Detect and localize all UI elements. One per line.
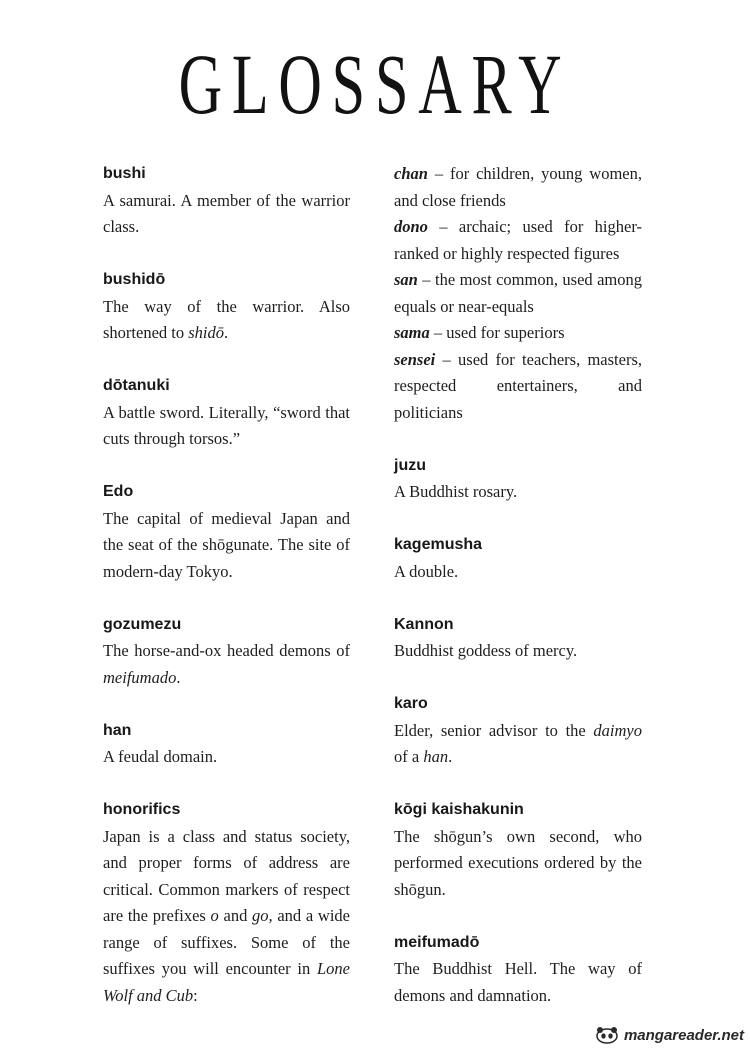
honorific-suffix-item: [394, 267, 642, 320]
definition-text: Japan is a class and status society, and proper forms of address are critical. Common markers of respect are the prefixes: [103, 826, 350, 925]
definition-text: of a: [394, 747, 424, 766]
honorific-suffix-term: sama: [394, 323, 430, 342]
definition-text: .: [448, 747, 453, 766]
glossary-term: honorifics: [103, 801, 181, 818]
glossary-entry-dotanuki: [103, 373, 350, 453]
honorific-suffix-desc: – for children, young women, and close friends: [394, 164, 642, 210]
glossary-definition: A feudal domain.: [103, 747, 218, 766]
honorific-suffix-desc: – the most common, used among equals or near-equals: [394, 270, 642, 316]
glossary-entry-han: [103, 718, 350, 771]
glossary-definition: [103, 638, 350, 691]
definition-text: The horse-and-ox headed demons of: [103, 641, 350, 660]
definition-italic: shidō: [188, 323, 224, 342]
definition-italic: han: [423, 747, 449, 766]
definition-text: .: [224, 323, 229, 342]
glossary-term: han: [103, 721, 132, 739]
honorific-suffix-desc: – archaic; used for higher-ranked or highly respected figures: [394, 217, 642, 263]
glossary-definition: Buddhist goddess of mercy.: [394, 641, 578, 660]
glossary-term: karo: [394, 695, 428, 712]
glossary-term: Edo: [103, 483, 134, 500]
honorific-suffix-term: sensei: [394, 349, 436, 369]
glossary-entry-kogi-kaishakunin: [394, 797, 642, 903]
glossary-definition: The Buddhist Hell. The way of demons and damnation.: [394, 959, 642, 1005]
definition-italic: go: [252, 906, 269, 925]
definition-italic: meifumado: [103, 667, 177, 687]
glossary-entry-karo: [394, 691, 642, 771]
glossary-definition: [394, 718, 642, 771]
definition-text: , and a wide range of suffixes. Some of the suffixes you will encounter in: [103, 906, 350, 978]
honorific-suffix-term: san: [394, 270, 418, 289]
honorific-suffix-item: [394, 320, 642, 347]
definition-text: The way of the warrior. Also shortened to: [103, 296, 350, 342]
glossary-definition: A double.: [394, 561, 459, 581]
glossary-right-column: [394, 161, 642, 1036]
watermark-text: mangareader.net: [623, 1026, 744, 1044]
glossary-definition: A Buddhist rosary.: [394, 482, 518, 501]
glossary-term: juzu: [394, 456, 426, 474]
panda-logo-icon: [594, 1026, 620, 1044]
glossary-entry-bushido: [103, 267, 350, 347]
definition-italic: o: [210, 906, 219, 925]
definition-text: :: [193, 985, 198, 1005]
definition-italic: daimyo: [593, 720, 642, 740]
glossary-term: kagemusha: [394, 536, 483, 553]
honorific-suffix-item: [394, 347, 642, 427]
page-title: GLOSSARY: [178, 36, 572, 132]
glossary-term: bushi: [103, 165, 146, 182]
glossary-term: gozumezu: [103, 615, 182, 633]
honorific-suffix-item: [394, 161, 642, 214]
definition-text: Elder, senior advisor to the: [394, 720, 594, 740]
honorific-suffix-item: [394, 214, 642, 267]
glossary-definition: A samurai. A member of the warrior class.: [103, 190, 350, 236]
glossary-definition: [103, 294, 350, 347]
glossary-definition: The shōgun’s own second, who performed executions ordered by the shōgun.: [394, 826, 642, 899]
honorific-suffix-list: [394, 161, 642, 426]
glossary-entry-kannon: [394, 612, 642, 665]
glossary-definition: The capital of medieval Japan and the seat of the shōgunate. The site of modern-day Tokyo.: [103, 508, 350, 581]
glossary-term: meifumadō: [394, 933, 480, 951]
honorific-suffix-term: dono: [394, 217, 428, 236]
definition-italic: Lone Wolf and Cub: [103, 959, 350, 1005]
glossary-entry-kagemusha: [394, 532, 642, 585]
site-watermark: [594, 1026, 744, 1044]
glossary-term: dōtanuki: [103, 377, 170, 394]
glossary-entry-gozumezu: [103, 612, 350, 692]
definition-text: and: [218, 906, 253, 925]
glossary-entry-honorifics: [103, 797, 350, 1009]
glossary-entry-edo: [103, 479, 350, 585]
honorific-suffix-desc: – used for superiors: [429, 323, 565, 342]
honorific-suffix-desc: – used for teachers, masters, respected entertainers, and politicians: [394, 349, 642, 422]
glossary-entry-meifumado: [394, 930, 642, 1010]
glossary-entry-juzu: [394, 453, 642, 506]
glossary-term: bushidō: [103, 271, 166, 288]
glossary-definition: [103, 824, 350, 1010]
honorific-suffix-term: chan: [394, 164, 428, 183]
definition-text: .: [176, 667, 181, 687]
glossary-term: Kannon: [394, 615, 454, 633]
glossary-left-column: [103, 161, 350, 1036]
glossary-definition: A battle sword. Literally, “sword that cuts through torsos.”: [103, 402, 350, 448]
glossary-entry-bushi: [103, 161, 350, 241]
glossary-term: kōgi kaishakunin: [394, 801, 524, 818]
